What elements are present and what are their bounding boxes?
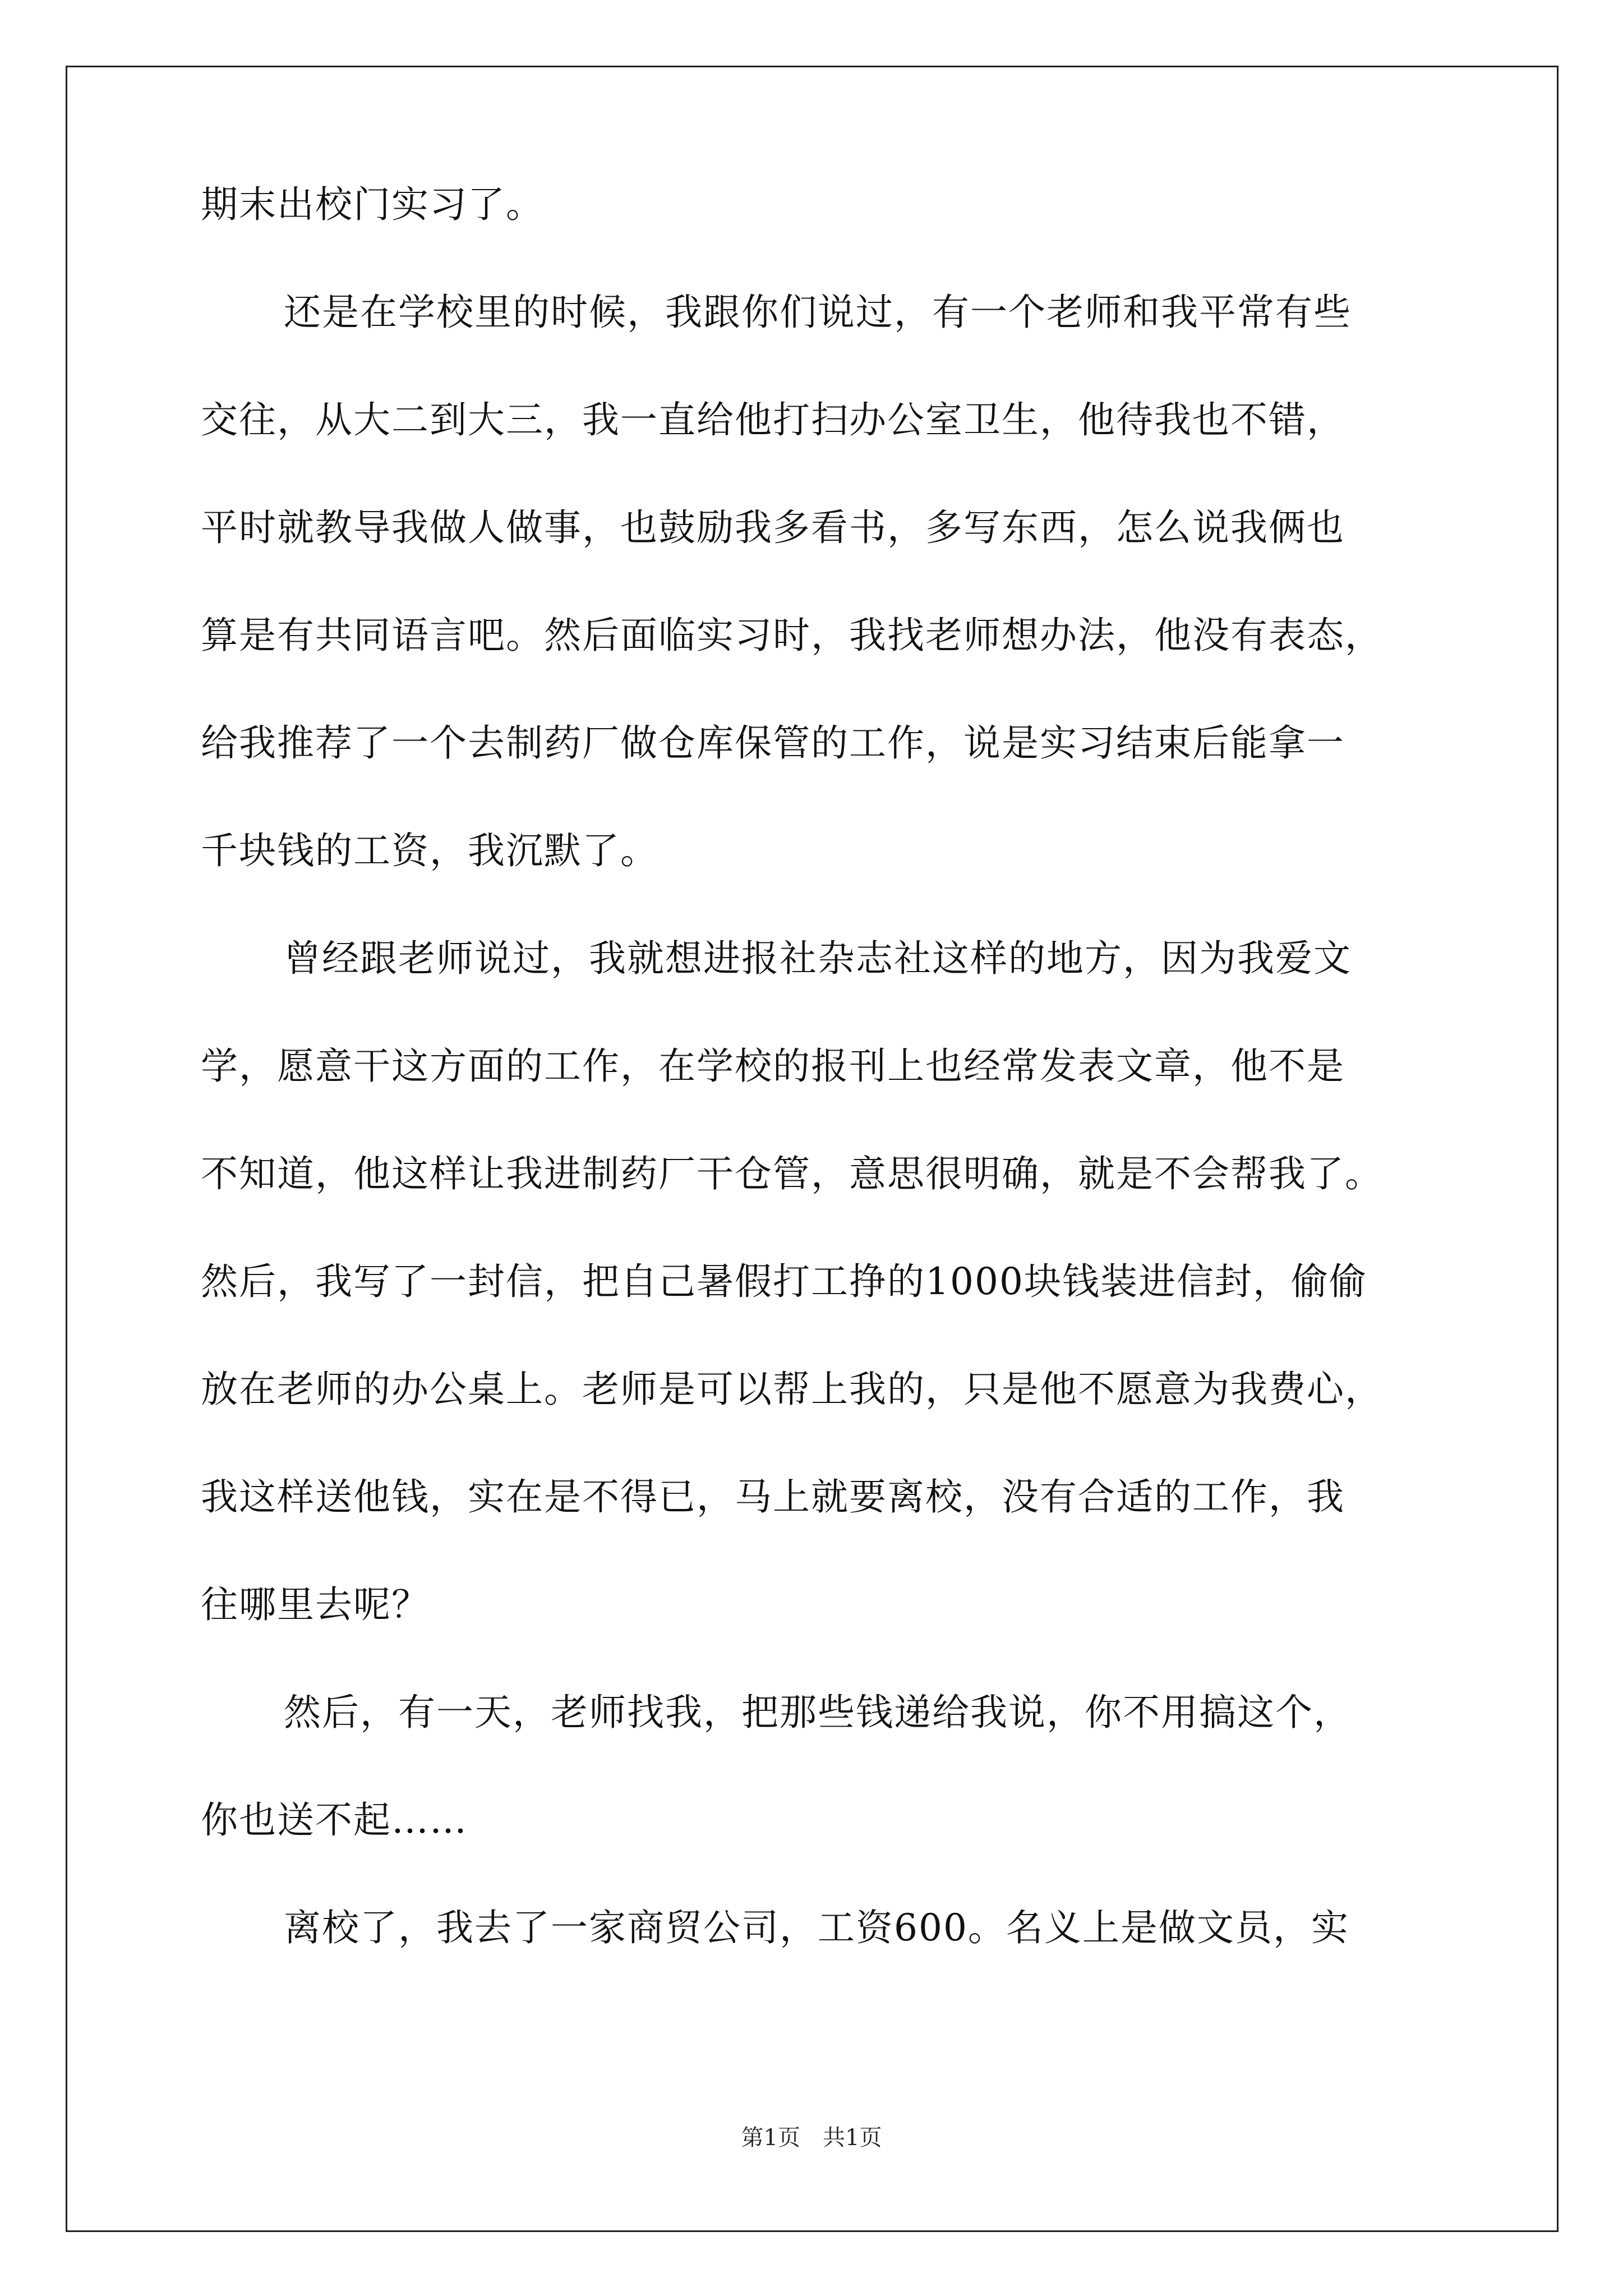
paragraph-start-line: 然后，有一天，老师找我，把那些钱递给我说，你不用搞这个，: [284, 1691, 1352, 1734]
text-line: 算是有共同语言吧。然后面临实习时，我找老师想办法，他没有表态，: [201, 614, 1383, 657]
text-line: 放在老师的办公桌上。老师是可以帮上我的，只是他不愿意为我费心，: [201, 1368, 1383, 1411]
text-line: 千块钱的工资，我沉默了。: [201, 829, 658, 872]
paragraph-start-line: 离校了，我去了一家商贸公司，工资600。名义上是做文员，实: [284, 1906, 1349, 1949]
text-line: 不知道，他这样让我进制药厂干仓管，意思很明确，就是不会帮我了。: [201, 1152, 1383, 1195]
text-line: 期末出校门实习了。: [201, 183, 544, 226]
text-line: 平时就教导我做人做事，也鼓励我多看书，多写东西，怎么说我俩也: [201, 506, 1345, 549]
text-line: 你也送不起……: [201, 1798, 468, 1842]
text-line: 我这样送他钱，实在是不得已，马上就要离校，没有合适的工作，我: [201, 1475, 1345, 1519]
text-line: 交往，从大二到大三，我一直给他打扫办公室卫生，他待我也不错，: [201, 398, 1345, 441]
paragraph-start-line: 还是在学校里的时候，我跟你们说过，有一个老师和我平常有些: [284, 291, 1352, 334]
text-line: 学，愿意干这方面的工作，在学校的报刊上也经常发表文章，他不是: [201, 1045, 1345, 1088]
text-line: 然后，我写了一封信，把自己暑假打工挣的1000块钱装进信封，偷偷: [201, 1260, 1367, 1303]
text-line: 给我推荐了一个去制药厂做仓库保管的工作，说是实习结束后能拿一: [201, 721, 1345, 765]
paragraph-start-line: 曾经跟老师说过，我就想进报社杂志社这样的地方，因为我爱文: [284, 937, 1352, 980]
page-number-footer: 第1页 共1页: [741, 2125, 882, 2151]
text-line: 往哪里去呢？: [201, 1583, 430, 1626]
